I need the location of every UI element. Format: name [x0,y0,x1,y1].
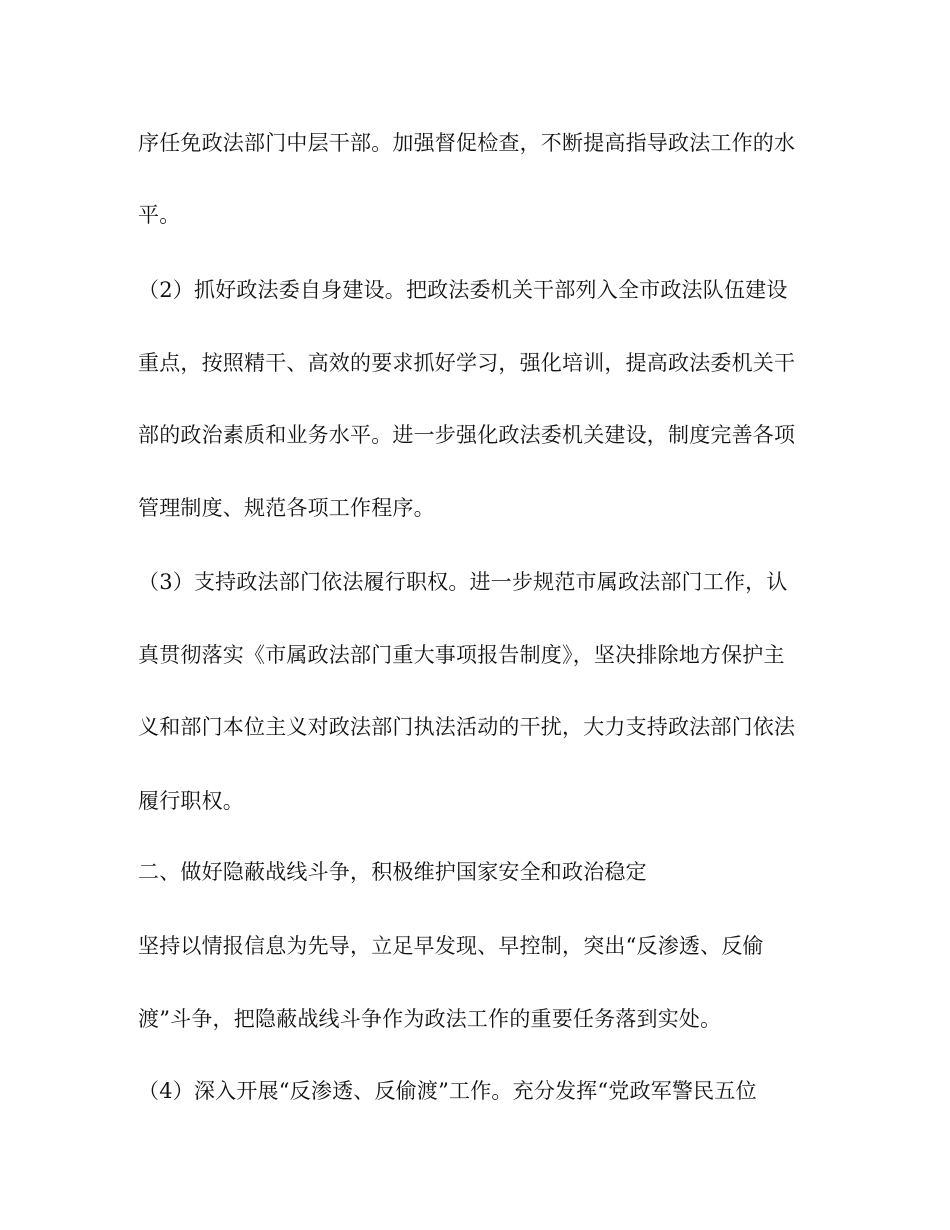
text-line-13: 渡”斗争，把隐蔽战线斗争作为政法工作的重要任务落到实处。 [138,1007,722,1031]
text-line-9: 义和部门本位主义对政法部门执法活动的干扰，大力支持政法部门依法 [138,715,796,739]
text-line-4: 重点，按照精干、高效的要求抓好学习，强化培训，提高政法委机关干 [138,351,796,375]
text-line-14: （4）深入开展“反渗透、反偷渡”工作。充分发挥“党政军警民五位 [138,1079,757,1103]
text-line-2: 平。 [138,203,181,227]
section-heading: 二、做好隐蔽战线斗争，积极维护国家安全和政治稳定 [138,860,647,884]
text-line-1: 序任免政法部门中层干部。加强督促检查，不断提高指导政法工作的水 [138,131,796,155]
text-line-5: 部的政治素质和业务水平。进一步强化政法委机关建设，制度完善各项 [138,423,796,447]
text-line-7: （3）支持政法部门依法履行职权。进一步规范市属政法部门工作，认 [138,570,788,594]
text-line-6: 管理制度、规范各项工作程序。 [138,496,435,520]
text-line-3: （2）抓好政法委自身建设。把政法委机关干部列入全市政法队伍建设 [138,278,788,302]
text-line-12: 坚持以情报信息为先导，立足早发现、早控制，突出“反渗透、反偷 [138,934,764,958]
text-line-8: 真贯彻落实《市属政法部门重大事项报告制度》，坚决排除地方保护主 [138,643,785,667]
text-line-10: 履行职权。 [138,789,244,813]
